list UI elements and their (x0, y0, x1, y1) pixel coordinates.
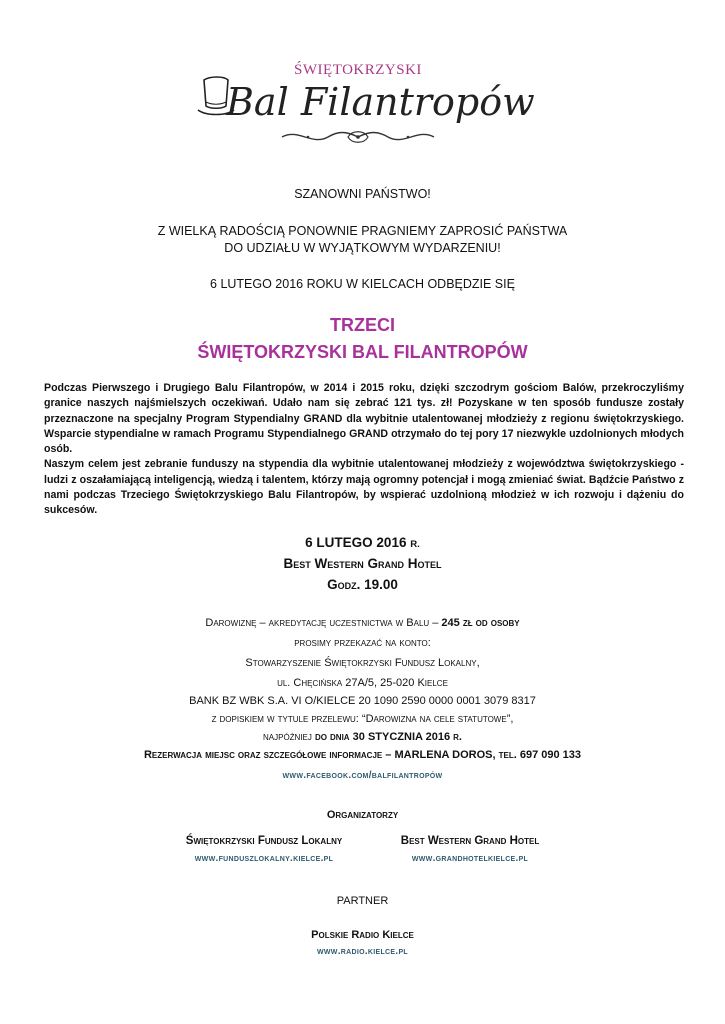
greeting: SZANOWNI PAŃSTWO! (294, 187, 431, 201)
deadline-prefix: najpóźniej (263, 731, 312, 743)
event-title-line-2: ŚWIĘTOKRZYSKI BAL FILANTROPÓW (197, 342, 528, 362)
donation-line (0, 614, 725, 632)
event-title-line-1: TRZECI (330, 315, 395, 335)
partner-name: Polskie Radio Kielce (311, 929, 414, 941)
description-paragraph-2: Naszym celem jest zebranie funduszy na stypendia dla wybitnie utalentowanej młodzieży z województwa świętokrzyskiego - ludzi z oszałamiającą inteligencją, wiedzą i talentem, którzy mają ogromny potencjał i mogą zmieniać świat. Bądźcie Państwo z nami podczas Trzeciego Świętokrzyskiego Balu Filantropów, by wspierać uzdolnioną młodzież w ich rozwoju i dążeniu do sukcesów. (44, 458, 684, 517)
facebook-link[interactable]: www.facebook.com/balfilantropów (282, 770, 443, 781)
organizer-left (159, 832, 369, 868)
organizer-left-link[interactable]: www.funduszlokalny.kielce.pl (194, 853, 334, 864)
organizer-left-name: Świętokrzyski Fundusz Lokalny (185, 835, 343, 847)
description-paragraph-1: Podczas Pierwszego i Drugiego Balu Filantropów, w 2014 i 2015 roku, dzięki szczodrym gościom Balów, przekroczyliśmy granice naszych najśmielszych oczekiwań. Udało nam się zebrać 121 tys. zł! Pozyskane w ten sposób fundusze zostały przeznaczone na specjalny Program Stypendialny GRAND dla wybitnie utalentowanej młodzieży z regionu świętokrzyskiego. Wsparcie stypendialne w ramach Programu Stypendialnego GRAND otrzymało do tej pory 17 niezwykle uzdolnionych młodych osób. (44, 382, 684, 456)
deadline-mid: do dnia (314, 731, 350, 743)
event-time (0, 574, 725, 595)
account-address: ul. Chęcińska 27A/5, 25-020 Kielce (277, 677, 448, 689)
deadline (0, 728, 725, 746)
organizer-right-link[interactable]: www.grandhotelkielce.pl (411, 853, 529, 864)
bank-account: BANK BZ WBK S.A. VI O/KIELCE 20 1090 2590 0000 0001 3079 8317 (189, 695, 536, 707)
organizer-right-name: Best Western Grand Hotel (400, 835, 540, 847)
transfer-note: z dopiskiem w tytule przelewu: “Darowizna na cele statutowe”, (211, 713, 514, 725)
deadline-suffix: r. (453, 731, 462, 743)
reservation-info (0, 746, 725, 764)
invite-line-2: DO UDZIAŁU W WYJĄTKOWYM WYDARZENIU! (224, 241, 501, 255)
logo-script-text: Bal Filantropów (226, 80, 535, 124)
event-logo (196, 56, 535, 156)
donation-amount: 245 (441, 617, 460, 629)
event-time-label: Godz. (327, 577, 361, 592)
logo-top-text: ŚWIĘTOKRZYSKI (294, 62, 422, 78)
reservation-phone: 697 090 133 (519, 749, 581, 761)
invite-line-1: Z WIELKĄ RADOŚCIĄ PONOWNIE PRAGNIEMY ZAPROSIĆ PAŃSTWA (157, 224, 568, 238)
event-venue: Best Western Grand Hotel (283, 556, 442, 571)
account-organization: Stowarzyszenie Świętokrzyski Fundusz Lokalny, (245, 657, 480, 669)
reservation-prefix: Rezerwacja miejsc oraz szczegółowe informacje – (143, 749, 392, 761)
event-date (0, 532, 725, 555)
reservation-tel-label: tel. (498, 749, 517, 761)
description-text (44, 381, 684, 519)
deadline-date: 30 STYCZNIA 2016 (352, 731, 451, 743)
flourish-ornament-icon (278, 126, 438, 148)
organizers-heading (0, 806, 725, 824)
partner-link[interactable]: www.radio.kielce.pl (316, 946, 409, 957)
partner-link-row (0, 942, 725, 961)
reservation-contact-name: MARLENA DOROS, (394, 749, 496, 761)
organizers-heading-text: Organizatorzy (326, 809, 399, 821)
date-announcement: 6 LUTEGO 2016 ROKU W KIELCACH ODBĘDZIE SIĘ (210, 277, 515, 291)
organizer-right (365, 832, 575, 868)
partner-heading: PARTNER (336, 895, 389, 907)
facebook-row (0, 766, 725, 785)
event-date-value: 6 LUTEGO 2016 (305, 535, 407, 550)
account-request: prosimy przekazać na konto: (294, 637, 431, 649)
donation-prefix: Darowiznę – akredytację uczestnictwa w Balu – (205, 617, 439, 629)
event-date-suffix: R. (410, 539, 420, 550)
event-time-value: 19.00 (364, 577, 398, 592)
donation-amount-suffix: zł od osoby (462, 617, 520, 629)
